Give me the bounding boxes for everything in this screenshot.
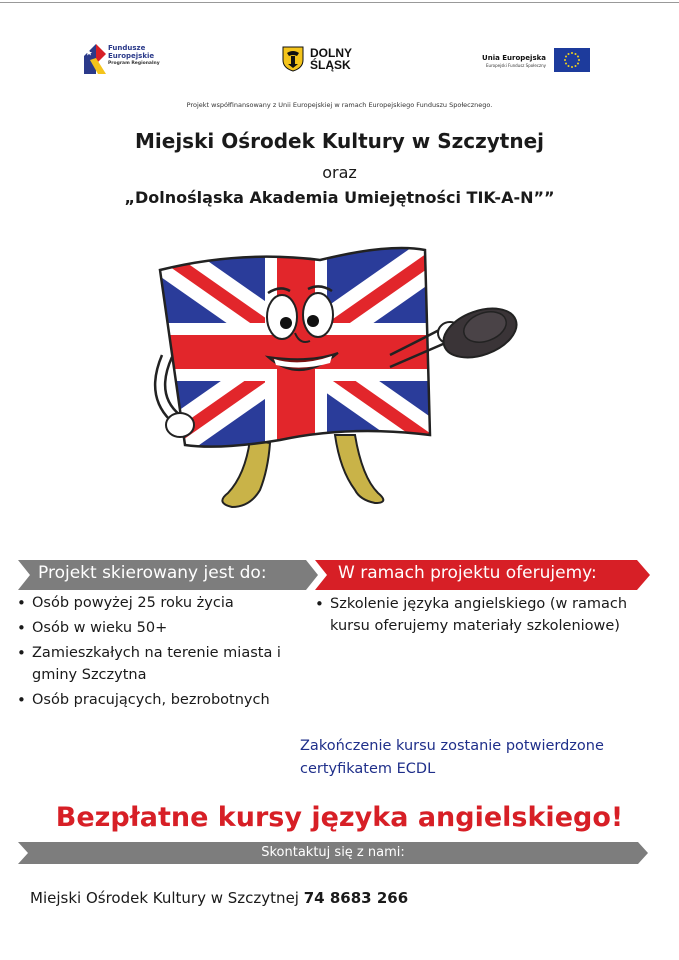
fe-line2: Europejskie [108,52,155,60]
eu-flag-icon [554,48,590,72]
phone-number: 74 8683 266 [303,889,409,907]
headline: Bezpłatne kursy języka angielskiego! [55,802,624,833]
list-item: • Osób w wieku 50+ [16,617,306,639]
fundusze-europejskie-logo [84,44,204,78]
certificate-line1: Zakończenie kursu zostanie potwierdzone [300,738,604,754]
fe-line1: Fundusze [108,44,146,52]
target-group-list [16,592,306,714]
page-title: Miejski Ośrodek Kultury w Szczytnej [135,129,544,153]
footer-organization: Miejski Ośrodek Kultury w Szczytnej [30,889,299,907]
conjunction-text: oraz [322,163,357,182]
list-item: • Zamieszkałych na terenie miasta i gminy Szczytna [16,642,306,686]
certificate-note [300,735,660,781]
ds-line2: ŚLĄSK [310,58,351,72]
offer-banner: W ramach projektu oferujemy: [338,563,597,583]
ue-line1: Unia Europejska [482,54,546,62]
dolny-slask-logo [282,46,372,74]
list-item: • Szkolenie języka angielskiego (w ramach kursu oferujemy materiały szkoleniowe) [314,593,654,637]
certificate-line2: certyfikatem ECDL [300,761,436,777]
offer-list [314,593,654,640]
cofinancing-note: Projekt współfinansowany z Unii Europejskiej w ramach Europejskiego Funduszu Społecznego. [186,101,493,109]
ue-line2: Europejski Fundusz Społeczny [486,63,546,68]
union-jack-mascot-illustration [150,245,520,515]
ds-line1: DOLNY [310,46,352,60]
contact-footer [30,889,408,907]
eagle-crest-icon [282,46,304,72]
target-group-banner: Projekt skierowany jest do: [38,563,267,583]
contact-banner: Skontaktuj się z nami: [261,845,405,860]
page-subtitle: „Dolnośląska Akademia Umiejętności TIK-A-N”” [124,188,555,207]
fe-line3: Program Regionalny [108,61,160,66]
unia-europejska-logo [468,48,590,76]
scan-top-edge [0,2,679,3]
fe-emblem-icon [84,44,106,74]
list-item: • Osób powyżej 25 roku życia [16,592,306,614]
list-item: • Osób pracujących, bezrobotnych [16,689,306,711]
